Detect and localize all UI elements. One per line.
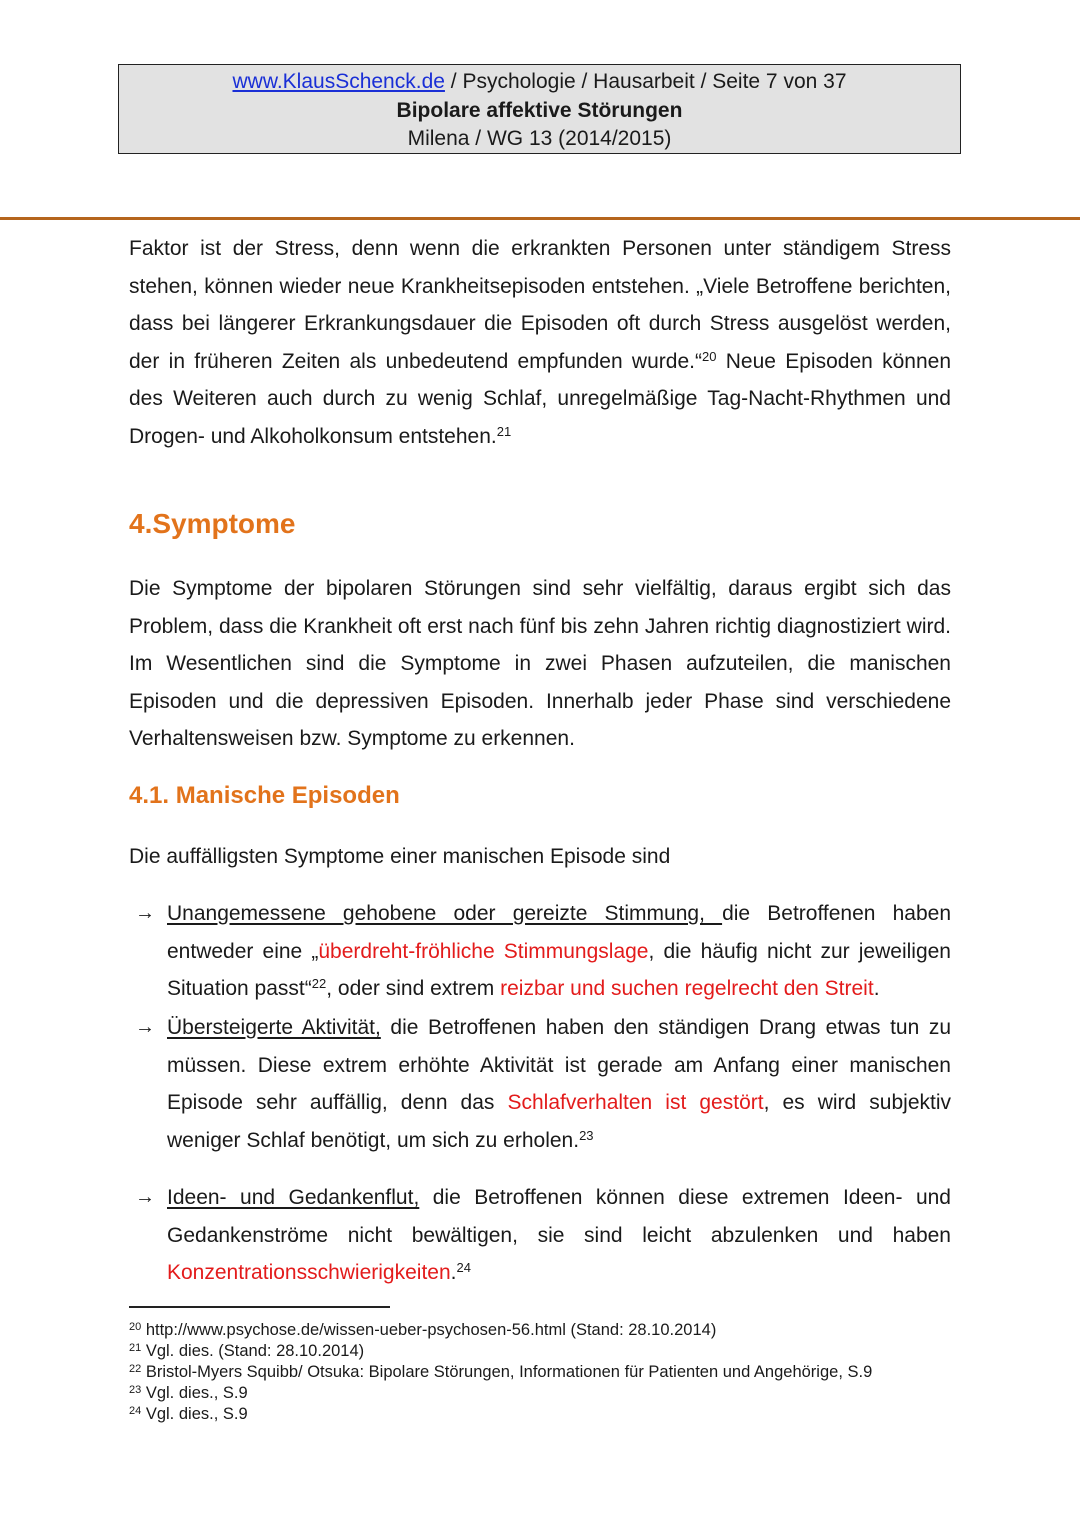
- footnote-ref: 20: [701, 348, 717, 364]
- document-title: Bipolare affektive Störungen: [396, 98, 683, 122]
- footnote-ref: 22: [311, 976, 327, 992]
- lead-text: Die auffälligsten Symptome einer manischen Episode sind: [129, 845, 671, 868]
- footnotes: [129, 1320, 872, 1425]
- footnote: $^{20}$ http://www.psychose.de/wissen-ueber-psychosen-56.html (Stand: 28.10.2014): [129, 1321, 717, 1339]
- footnote-ref: 21: [496, 423, 512, 439]
- footnote: $^{21}$ Vgl. dies. (Stand: 28.10.2014): [129, 1342, 365, 1360]
- arrow-icon: →: [135, 1016, 155, 1038]
- section-paragraph: Die Symptome der bipolaren Störungen sind sehr vielfältig, daraus ergibt sich das Problem, dass die Krankheit oft erst nach fünf bis zehn Jahren richtig diagnostiziert wird. Im Wesentlichen sind die Symptome in zwei Phasen aufzuteilen, die manischen Episoden und die depressiven Episoden. Innerhalb jeder Phase sind verschiedene Verhaltensweisen bzw. Symptome zu erkennen.: [129, 577, 951, 751]
- header-path: / Psychologie / Hausarbeit / Seite 7 von 37: [444, 70, 847, 93]
- footnote: $^{24}$ Vgl. dies., S.9: [129, 1405, 248, 1423]
- list-item: → Übersteigerte Aktivität, die Betroffenen haben den ständigen Drang etwas tun zu müssen. Diese extrem erhöhte Aktivität ist gerade am Anfang einer manischen Episode sehr auffällig, denn das Schlafverhalten ist gestört, es wird subjektiv weniger Schlaf benötigt, um sich zu erholen.$^{23}$: [129, 1009, 951, 1159]
- footnote-ref: 23: [579, 1127, 594, 1143]
- site-link[interactable]: www.KlausSchenck.de: [232, 70, 445, 93]
- arrow-icon: →: [135, 902, 155, 924]
- page-header: [118, 64, 961, 154]
- footnote-divider: [129, 1306, 390, 1308]
- footnote: $^{22}$ Bristol-Myers Squibb/ Otsuka: Bipolare Störungen, Informationen für Patienten und Angehörige, S.9: [129, 1363, 873, 1381]
- list-item: → Ideen- und Gedankenflut, die Betroffenen können diese extremen Ideen- und Gedankenströme nicht bewältigen, sie sind leicht abzulenken und haben Konzentrationsschwierigkeiten.$^{24}$: [129, 1179, 951, 1292]
- header-line-1: [119, 68, 960, 97]
- header-divider: [0, 217, 1080, 220]
- section-heading: 4.Symptome: [129, 508, 296, 539]
- list-item: → Unangemessene gehobene oder gereizte Stimmung, die Betroffenen haben entweder eine „überdreht-fröhliche Stimmungslage, die häufig nicht zur jeweiligen Situation passt“$^{22}$, oder sind extrem reizbar und suchen regelrecht den Streit.: [129, 895, 951, 1008]
- subsection-heading: 4.1. Manische Episoden: [129, 782, 400, 809]
- intro-paragraph: Faktor ist der Stress, denn wenn die erkrankten Personen unter ständigem Stress stehen, können wieder neue Krankheitsepisoden entstehen. „Viele Betroffene berichten, dass bei längerer Erkrankungsdauer die Episoden oft durch Stress ausgelöst werden, der in früheren Zeiten als unbedeutend empfunden wurde.“$^{20}$ Neue Episoden können des Weiteren auch durch zu wenig Schlaf, unregelmäßige Tag-Nacht-Rhythmen und Drogen- und Alkoholkonsum entstehen.$^{21}$: [129, 237, 952, 448]
- footnote-ref: 24: [456, 1260, 471, 1276]
- arrow-icon: →: [135, 1186, 155, 1208]
- footnote: $^{23}$ Vgl. dies., S.9: [129, 1384, 248, 1402]
- author-line: Milena / WG 13 (2014/2015): [407, 127, 672, 150]
